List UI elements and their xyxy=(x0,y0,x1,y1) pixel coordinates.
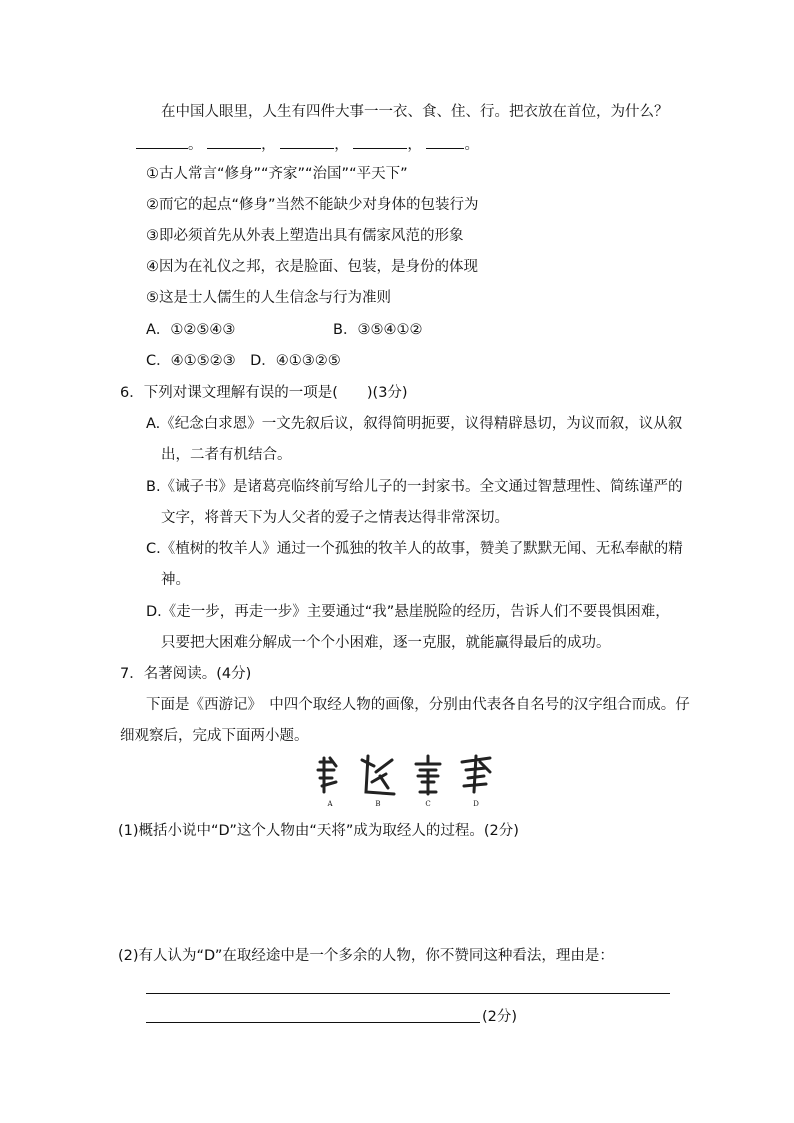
figure-c xyxy=(408,752,448,812)
answer-line-2[interactable] xyxy=(146,1022,480,1023)
sentence-option-3: ③即必须首先从外表上塑造出具有儒家风范的形象 xyxy=(146,228,464,244)
q7-subquestion-2: (2)有人认为“D”在取经途中是一个多余的人物，你不赞同这种看法，理由是： xyxy=(118,948,614,964)
sentence-option-1: ①古人常言“修身”“齐家”“治国”“平天下” xyxy=(146,166,408,182)
blank-separator: ， xyxy=(407,137,422,153)
figure-label-c: C xyxy=(425,800,431,808)
question-7-stem: 7．名著阅读。(4分) xyxy=(120,666,252,682)
q6-option-b-line2: 文字，将普天下为人父者的爱子之情表达得非常深切。 xyxy=(161,510,509,526)
sentence-option-2: ②而它的起点“修身”当然不能缺少对身体的包装行为 xyxy=(146,197,479,213)
choice-a[interactable]: A．①②⑤④③ xyxy=(146,322,236,338)
blank-separator: ， xyxy=(334,137,349,153)
blank-separator: 。 xyxy=(464,137,479,153)
choice-b[interactable]: B．③⑤④①② xyxy=(333,322,423,338)
figure-label-b: B xyxy=(375,800,381,808)
blank-separator: ， xyxy=(261,137,276,153)
answer-blank-2[interactable] xyxy=(207,134,261,149)
q6-option-d-line1[interactable]: D.《走一步，再走一步》主要通过“我”悬崖脱险的经历，告诉人们不要畏惧困难， xyxy=(146,604,670,620)
answer-line-1[interactable] xyxy=(146,993,670,994)
figure-d-calligraphy-icon xyxy=(456,752,496,798)
q6-option-b-line1[interactable]: B.《诫子书》是诸葛亮临终前写给儿子的一封家书。全文通过智慧理性、简练谨严的 xyxy=(146,479,683,495)
q6-option-d-line2: 只要把大困难分解成一个个小困难，逐一克服，就能赢得最后的成功。 xyxy=(161,635,611,651)
figure-label-a: A xyxy=(327,800,333,808)
choice-c-d[interactable]: C．④①⑤②③ D．④①③②⑤ xyxy=(146,353,341,369)
answer-blank-3[interactable] xyxy=(280,134,334,149)
sentence-option-4: ④因为在礼仪之邦，衣是脸面、包装，是身份的体现 xyxy=(146,259,478,275)
figure-d xyxy=(456,752,496,812)
q7-description-line1: 下面是《西游记》 中四个取经人物的画像，分别由代表各自名号的汉字组合而成。仔 xyxy=(146,697,690,713)
pilgrim-figures-image xyxy=(310,752,510,812)
sentence-option-5: ⑤这是士人儒生的人生信念与行为准则 xyxy=(146,290,391,306)
intro-text: 在中国人眼里，人生有四件大事一一衣、食、住、行。把衣放在首位，为什么？ xyxy=(161,104,669,120)
answer-blank-4[interactable] xyxy=(353,134,407,149)
question-6-stem: 6．下列对课文理解有误的一项是( )(3分) xyxy=(120,385,408,401)
figure-a-calligraphy-icon xyxy=(310,752,350,798)
figure-a xyxy=(310,752,350,812)
answer-blank-1[interactable] xyxy=(136,134,188,149)
q7-sub2-score: (2分) xyxy=(482,1009,518,1025)
q6-option-c-line2: 神。 xyxy=(161,572,190,588)
blank-separator: 。 xyxy=(188,137,203,153)
answer-blank-5[interactable] xyxy=(426,134,464,149)
q7-subquestion-1: (1)概括小说中“D”这个人物由“天将”成为取经人的过程。(2分) xyxy=(118,823,519,839)
figure-label-d: D xyxy=(473,800,479,808)
figure-b xyxy=(358,752,398,812)
q6-option-c-line1[interactable]: C.《植树的牧羊人》通过一个孤独的牧羊人的故事，赞美了默默无闻、无私奉献的精 xyxy=(146,541,683,557)
figure-c-calligraphy-icon xyxy=(408,752,448,798)
q7-description-line2: 细观察后，完成下面两小题。 xyxy=(120,728,309,744)
answer-blanks-row xyxy=(136,134,479,155)
figure-b-calligraphy-icon xyxy=(358,752,398,798)
q6-option-a-line2: 出，二者有机结合。 xyxy=(161,447,292,463)
q6-option-a-line1[interactable]: A.《纪念白求恩》一文先叙后议，叙得简明扼要，议得精辟恳切，为议而叙，议从叙 xyxy=(146,416,683,432)
